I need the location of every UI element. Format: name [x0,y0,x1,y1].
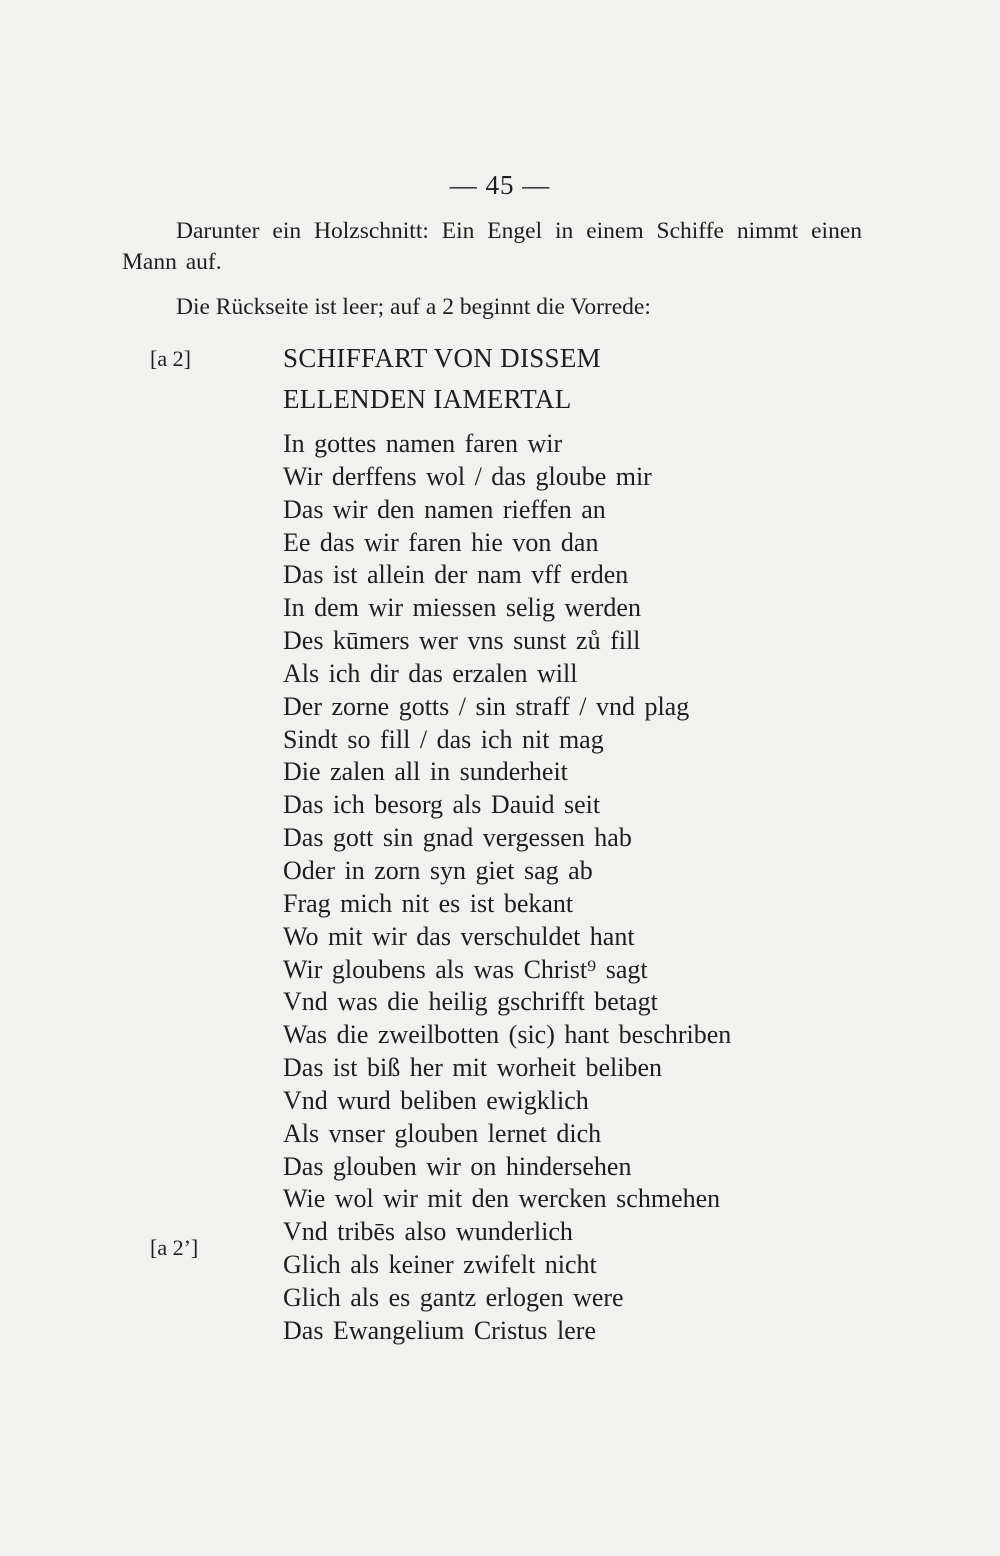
verse-line: Der zorne gotts / sin straff / vnd plag [283,691,690,721]
verse-line: Als vnser glouben lernet dich [283,1118,602,1148]
verse-line: In gottes namen faren wir [283,429,563,458]
verse-line: Wie wol wir mit den wercken schmehen [283,1184,721,1214]
page-number: — 45 — [449,170,551,200]
poem-title-line-2: ELLENDEN IAMERTAL [283,384,572,414]
poem-title-line-1: SCHIFFART VON DISSEM [283,343,601,373]
verse-line: Oder in zorn syn giet sag ab [283,855,593,885]
verse-line: Sindt so fill / das ich nit mag [283,724,604,754]
marginal-marker-a2-verso: [a 2’] [150,1235,199,1260]
verse-line: Das ich besorg als Dauid seit [283,790,601,820]
intro-paragraph-woodcut: Darunter ein Holzschnitt: Ein Engel in einem Schiffe nimmt einen Mann auf. [122,218,862,275]
verse-line: Wir gloubens als was Christ⁹ sagt [283,954,648,984]
marginal-marker-a2: [a 2] [150,346,191,371]
intro-paragraph-preface: Die Rückseite ist leer; auf a 2 beginnt die Vorrede: [176,294,651,320]
verse-line: Vnd tribēs also wunderlich [283,1217,573,1247]
verse-line: Frag mich nit es ist bekant [283,888,574,918]
verse-line: Das gott sin gnad vergessen hab [283,823,632,853]
poem-title [283,338,601,420]
verse-line: Das Ewangelium Cristus lere [283,1315,596,1345]
verse-line: Das ist biß her mit worheit beliben [283,1053,663,1083]
verse-line: Wir derffens wol / das gloube mir [283,461,652,491]
verse-line: Glich als es gantz erlogen were [283,1282,624,1312]
intro-text [122,216,862,323]
verse-line: Das glouben wir on hindersehen [283,1151,632,1181]
verse-line: In dem wir miessen selig werden [283,593,641,623]
verse-line: Die zalen all in sunderheit [283,757,568,787]
verse-line: Des kūmers wer vns sunst zů fill [283,626,641,656]
verse-line: Vnd wurd beliben ewigklich [283,1085,589,1115]
verse-line: Ee das wir faren hie von dan [283,527,599,557]
verse-line: Das ist allein der nam vff erden [283,560,629,590]
verse-line: Das wir den namen rieffen an [283,494,606,524]
verse-line: Wo mit wir das verschuldet hant [283,921,635,951]
verse-line: Was die zweilbotten (sic) hant beschriben [283,1020,732,1050]
verse-line: Als ich dir das erzalen will [283,658,578,688]
verse-line: Vnd was die heilig gschrifft betagt [283,987,658,1017]
verse-line: Glich als keiner zwifelt nicht [283,1250,597,1280]
poem-verses [283,428,731,1348]
